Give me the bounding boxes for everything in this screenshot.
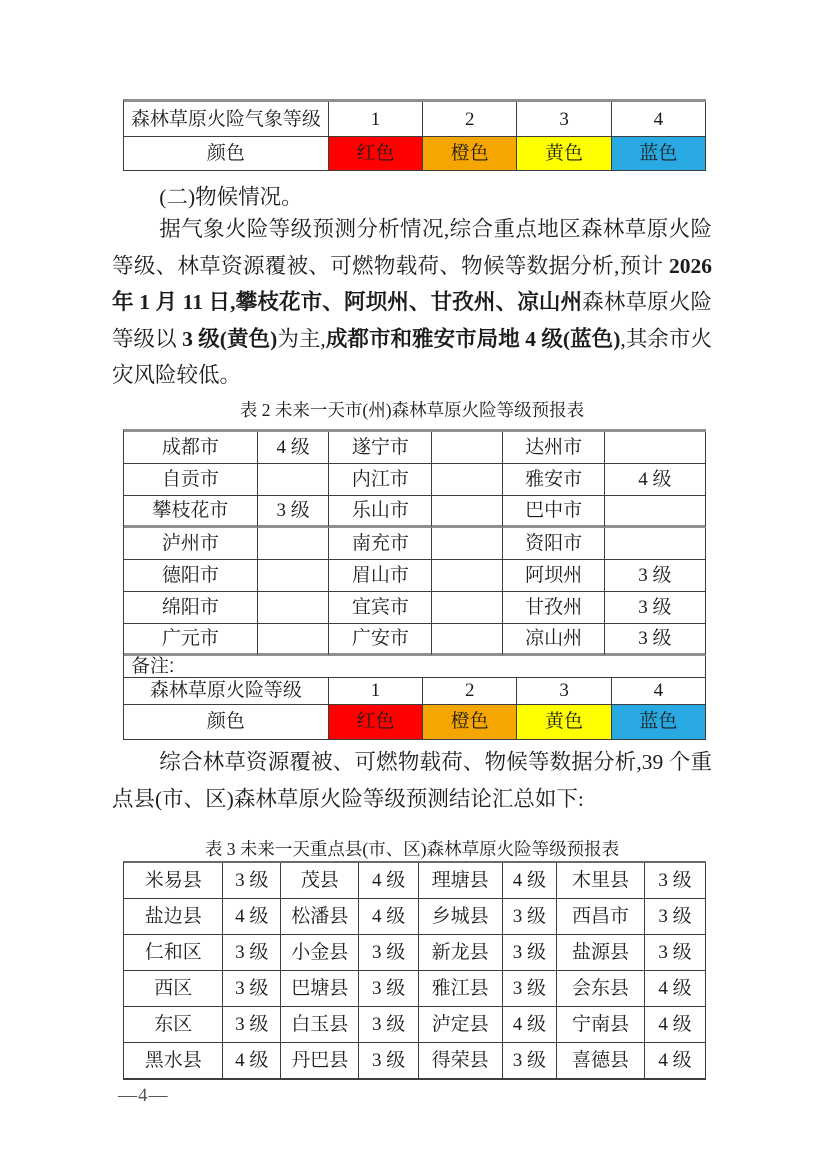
text-segment: 森林草原火险等级以: [112, 290, 712, 351]
region-level-cell: [432, 432, 503, 464]
note-cell: 备注:: [124, 656, 706, 678]
table-row: [124, 899, 706, 935]
region-name-cell: 乐山市: [329, 496, 432, 528]
county-level-cell: 3 级: [503, 899, 558, 935]
county-level-cell: 3 级: [359, 1007, 418, 1043]
level-number-cell: 4: [612, 678, 706, 705]
county-level-cell: 3 级: [645, 863, 706, 899]
color-name-cell: 橙色: [423, 137, 517, 171]
county-level-cell: 3 级: [223, 935, 281, 971]
text-segment: 为主,: [277, 326, 326, 351]
county-name-cell: 盐源县: [557, 935, 645, 971]
level-number-cell: 2: [423, 102, 517, 137]
color-name-cell: 红色: [329, 705, 423, 740]
color-name-cell: 黄色: [517, 705, 611, 740]
region-level-cell: [605, 528, 706, 560]
region-name-cell: 雅安市: [503, 464, 604, 496]
table3-caption: 表 3 未来一天重点县(市、区)森林草原火险等级预报表: [204, 839, 620, 860]
region-name-cell: 资阳市: [503, 528, 604, 560]
table-row: [124, 496, 706, 528]
county-level-cell: 3 级: [359, 935, 418, 971]
county-forecast-table: [123, 861, 706, 1080]
table-row: [124, 678, 706, 705]
color-name-cell: 蓝色: [612, 705, 706, 740]
level-number-cell: 3: [517, 102, 611, 137]
county-name-cell: 盐边县: [124, 899, 223, 935]
county-name-cell: 松潘县: [281, 899, 359, 935]
region-name-cell: 甘孜州: [503, 592, 604, 624]
level-number-cell: 1: [329, 102, 423, 137]
region-level-cell: [432, 592, 503, 624]
table-row: [124, 656, 706, 678]
color-name-cell: 橙色: [423, 705, 517, 740]
county-level-cell: 4 级: [645, 971, 706, 1007]
county-level-cell: 4 级: [645, 1007, 706, 1043]
color-label-cell: 颜色: [124, 137, 329, 171]
region-name-cell: 遂宁市: [329, 432, 432, 464]
region-name-cell: 宜宾市: [329, 592, 432, 624]
county-name-cell: 会东县: [557, 971, 645, 1007]
region-level-cell: 3 级: [258, 496, 330, 528]
region-level-cell: [432, 528, 503, 560]
region-level-cell: [432, 624, 503, 656]
region-level-cell: 3 级: [605, 624, 706, 656]
level-number-cell: 4: [612, 102, 706, 137]
summary-paragraph: [112, 744, 712, 817]
table-row: [124, 432, 706, 464]
color-label-cell: 颜色: [124, 705, 329, 740]
county-level-cell: 3 级: [503, 935, 558, 971]
county-name-cell: 喜德县: [557, 1043, 645, 1079]
region-name-cell: 德阳市: [124, 560, 258, 592]
county-level-cell: 4 级: [223, 1043, 281, 1079]
legend-label-cell: 森林草原火险等级: [124, 678, 329, 705]
table-row: [124, 102, 706, 137]
region-level-cell: [258, 592, 330, 624]
region-name-cell: 绵阳市: [124, 592, 258, 624]
text-segment: 成都市和雅安市局地 4 级(蓝色): [325, 326, 621, 351]
county-level-cell: 3 级: [359, 971, 418, 1007]
table-row: [124, 971, 706, 1007]
county-name-cell: 新龙县: [419, 935, 503, 971]
region-level-cell: [258, 560, 330, 592]
county-name-cell: 木里县: [557, 863, 645, 899]
county-name-cell: 宁南县: [557, 1007, 645, 1043]
county-name-cell: 乡城县: [419, 899, 503, 935]
region-name-cell: 成都市: [124, 432, 258, 464]
county-name-cell: 小金县: [281, 935, 359, 971]
level-number-cell: 2: [423, 678, 517, 705]
region-level-cell: [432, 464, 503, 496]
county-name-cell: 雅江县: [419, 971, 503, 1007]
text-segment: 据气象火险等级预测分析情况,综合重点地区森林草原火险等级、林草资源覆被、可燃物载荷、物候等数据分析,预计: [112, 217, 712, 278]
region-name-cell: 眉山市: [329, 560, 432, 592]
region-name-cell: 凉山州: [503, 624, 604, 656]
fire-weather-legend-table: [123, 99, 706, 171]
level-number-cell: 3: [517, 678, 611, 705]
page-number: —4—: [118, 1085, 169, 1106]
region-name-cell: 内江市: [329, 464, 432, 496]
region-name-cell: 达州市: [503, 432, 604, 464]
region-level-cell: 4 级: [258, 432, 330, 464]
forecast-paragraph: [112, 211, 712, 394]
county-level-cell: 3 级: [645, 935, 706, 971]
county-name-cell: 黑水县: [124, 1043, 223, 1079]
region-level-cell: [432, 560, 503, 592]
county-level-cell: 4 级: [503, 1007, 558, 1043]
county-name-cell: 米易县: [124, 863, 223, 899]
text-segment: 3 级(黄色): [182, 326, 278, 351]
county-level-cell: 4 级: [359, 899, 418, 935]
county-level-cell: 4 级: [223, 899, 281, 935]
region-level-cell: [605, 432, 706, 464]
region-level-cell: [432, 496, 503, 528]
document-content: [112, 0, 712, 1080]
region-name-cell: 阿坝州: [503, 560, 604, 592]
county-name-cell: 西区: [124, 971, 223, 1007]
county-level-cell: 3 级: [503, 1043, 558, 1079]
table-row: [124, 1007, 706, 1043]
legend-label-cell: 森林草原火险气象等级: [124, 102, 329, 137]
table-row: [124, 592, 706, 624]
region-name-cell: 攀枝花市: [124, 496, 258, 528]
county-name-cell: 得荣县: [419, 1043, 503, 1079]
table-row: [124, 935, 706, 971]
table-row: [124, 863, 706, 899]
county-level-cell: 3 级: [223, 863, 281, 899]
table-row: [124, 705, 706, 740]
county-name-cell: 白玉县: [281, 1007, 359, 1043]
region-level-cell: 3 级: [605, 592, 706, 624]
region-name-cell: 广安市: [329, 624, 432, 656]
county-level-cell: 4 级: [645, 1043, 706, 1079]
table-row: [124, 464, 706, 496]
table2-caption: 表 2 未来一天市(州)森林草原火险等级预报表: [239, 399, 585, 420]
text-segment: ,其余市火灾风险较低。: [112, 326, 712, 388]
section-heading: (二)物候情况。: [159, 185, 303, 209]
region-name-cell: 泸州市: [124, 528, 258, 560]
region-name-cell: 自贡市: [124, 464, 258, 496]
county-name-cell: 仁和区: [124, 935, 223, 971]
table-row: [124, 624, 706, 656]
color-name-cell: 蓝色: [612, 137, 706, 171]
text-segment: 综合林草资源覆被、可燃物载荷、物候等数据分析,39 个重点县(市、区)森林草原火险等级预测结论汇总如下:: [112, 749, 712, 811]
city-state-forecast-table: [123, 429, 706, 740]
county-level-cell: 3 级: [645, 899, 706, 935]
region-level-cell: [258, 528, 330, 560]
county-level-cell: 3 级: [359, 1043, 418, 1079]
table-row: [124, 560, 706, 592]
county-level-cell: 3 级: [223, 971, 281, 1007]
region-level-cell: [605, 496, 706, 528]
table-row: [124, 137, 706, 171]
level-number-cell: 1: [329, 678, 423, 705]
region-name-cell: 广元市: [124, 624, 258, 656]
region-name-cell: 南充市: [329, 528, 432, 560]
county-name-cell: 巴塘县: [281, 971, 359, 1007]
county-level-cell: 3 级: [503, 971, 558, 1007]
county-name-cell: 茂县: [281, 863, 359, 899]
region-level-cell: [258, 464, 330, 496]
county-name-cell: 理塘县: [419, 863, 503, 899]
county-level-cell: 3 级: [223, 1007, 281, 1043]
table-row: [124, 1043, 706, 1079]
region-level-cell: 3 级: [605, 560, 706, 592]
region-name-cell: 巴中市: [503, 496, 604, 528]
table-row: [124, 528, 706, 560]
color-name-cell: 黄色: [517, 137, 611, 171]
county-name-cell: 丹巴县: [281, 1043, 359, 1079]
region-level-cell: 4 级: [605, 464, 706, 496]
color-name-cell: 红色: [329, 137, 423, 171]
region-level-cell: [258, 624, 330, 656]
county-name-cell: 西昌市: [557, 899, 645, 935]
county-level-cell: 4 级: [359, 863, 418, 899]
county-level-cell: 4 级: [503, 863, 558, 899]
text-segment: 2026 年 1 月 11 日,攀枝花市、阿坝州、甘孜州、凉山州: [112, 253, 712, 315]
county-name-cell: 泸定县: [419, 1007, 503, 1043]
county-name-cell: 东区: [124, 1007, 223, 1043]
